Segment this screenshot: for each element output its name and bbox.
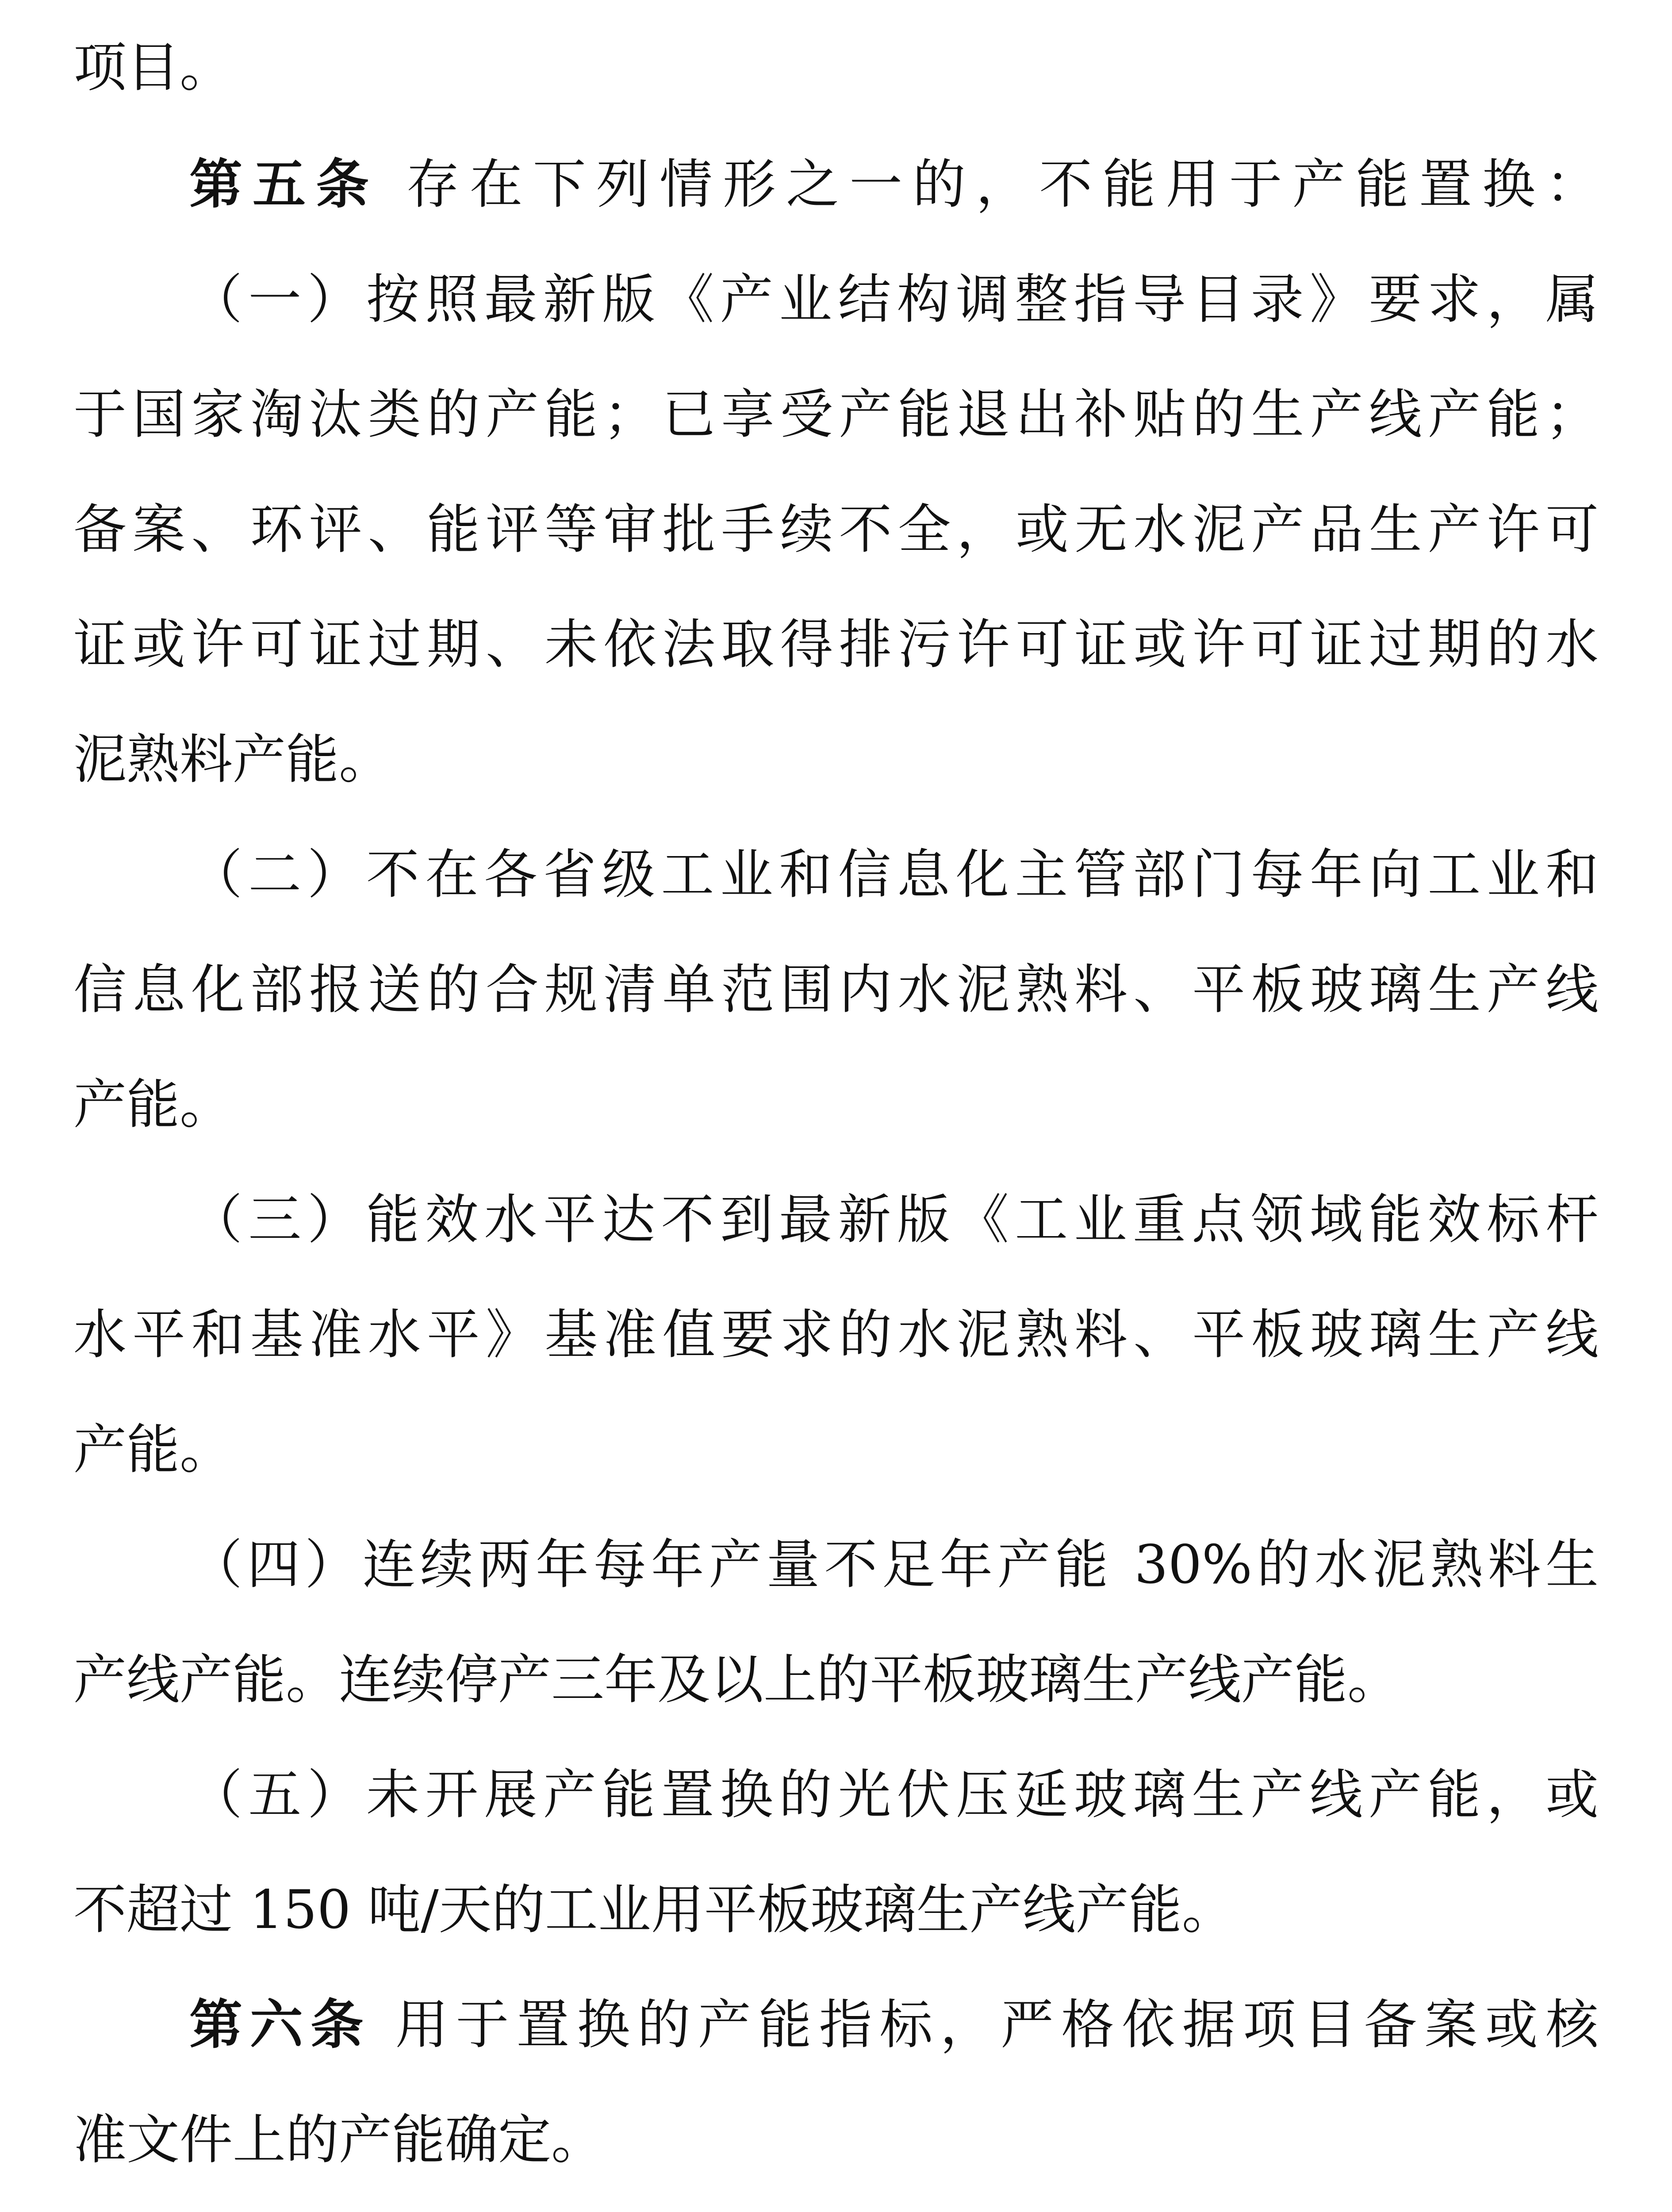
text-line: （五）未开展产能置换的光伏压延玻璃生产线产能，或 [189, 1764, 1599, 1826]
text-line: 项目。 [73, 37, 233, 99]
article-heading: 第五条 [189, 154, 380, 215]
text-line: （二）不在各省级工业和信息化主管部门每年向工业和 [189, 844, 1599, 906]
article-6-line: 第六条 用于置换的产能指标，严格依据项目备案或核 [189, 1994, 1599, 2056]
text-line: 水平和基准水平》基准值要求的水泥熟料、平板玻璃生产线 [73, 1304, 1599, 1366]
text-line: 产能。 [73, 1419, 233, 1481]
text-line: 备案、环评、能评等审批手续不全，或无水泥产品生产许可 [73, 499, 1599, 561]
text-line: 泥熟料产能。 [73, 729, 392, 791]
text-line: （四）连续两年每年产量不足年产能 30%的水泥熟料生 [189, 1534, 1599, 1596]
text-line: 信息化部报送的合规清单范围内水泥熟料、平板玻璃生产线 [73, 959, 1599, 1021]
article-heading: 第六条 [189, 1994, 371, 2056]
text-line: （一）按照最新版《产业结构调整指导目录》要求，属 [189, 269, 1599, 330]
text-line: 准文件上的产能确定。 [73, 2109, 604, 2171]
text-line: （三）能效水平达不到最新版《工业重点领域能效标杆 [189, 1189, 1599, 1251]
article-5-line: 第五条 存在下列情形之一的，不能用于产能置换： [189, 154, 1599, 215]
article-7-line [73, 2207, 1599, 2212]
text-line: 证或许可证过期、未依法取得排污许可证或许可证过期的水 [73, 614, 1599, 676]
text-line: 产能。 [73, 1074, 233, 1136]
text-line: 于国家淘汰类的产能；已享受产能退出补贴的生产线产能； [73, 384, 1599, 445]
text-line: 产线产能。连续停产三年及以上的平板玻璃生产线产能。 [73, 1649, 1400, 1711]
text-line: 不超过 150 吨/天的工业用平板玻璃生产线产能。 [73, 1879, 1235, 1941]
